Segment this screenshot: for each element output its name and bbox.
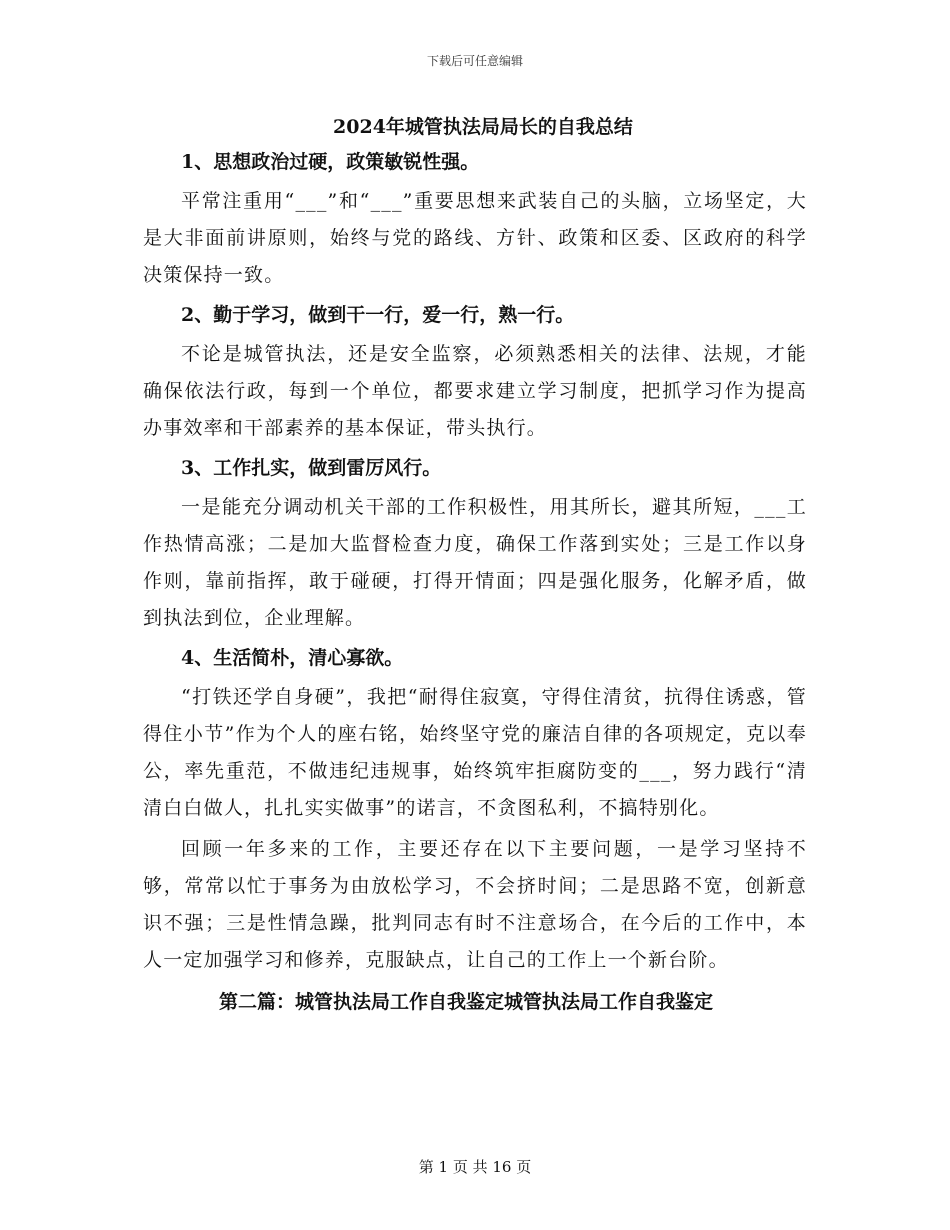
section-paragraph: “打铁还学自身硬”，我把“耐得住寂寞，守得住清贫，抗得住诱惑，管得住小节”作为个人的座右铭，始终坚守党的廉洁自律的各项规定，克以奉公，率先重范，不做违纪违规事，始终筑牢拒腐防变的___，努力践行“清清白白做人，扎扎实实做事”的诺言，不贪图私利，不搞特别化。: [143, 686, 807, 819]
section-paragraph: 平常注重用“___”和“___”重要思想来武装自己的头脑，立场坚定，大是大非面前讲原则，始终与党的路线、方针、政策和区委、区政府的科学决策保持一致。: [143, 190, 807, 286]
document-body: [143, 112, 807, 1019]
page-header-note: 下载后可任意编辑: [426, 54, 523, 68]
section-3: [143, 451, 807, 637]
section-4: [143, 641, 807, 827]
section-heading: 2、勤于学习，做到干一行，爱一行，熟一行。: [181, 304, 575, 326]
section-heading: 1、思想政治过硬，政策敏锐性强。: [181, 151, 480, 173]
section-2: [143, 298, 807, 447]
section-paragraph: 一是能充分调动机关干部的工作积极性，用其所长，避其所短，___工作热情高涨；二是加大监督检查力度，确保工作落到实处；三是工作以身作则，靠前指挥，敢于碰硬，打得开情面；四是强化服务，化解矛盾，做到执法到位，企业理解。: [143, 496, 807, 629]
document-title: 2024年城管执法局局长的自我总结: [333, 116, 633, 138]
section-paragraph: 不论是城管执法，还是安全监察，必须熟悉相关的法律、法规，才能确保依法行政，每到一个单位，都要求建立学习制度，把抓学习作为提高办事效率和干部素养的基本保证，带头执行。: [143, 343, 807, 439]
section-1: [143, 145, 807, 294]
next-section-title: 第二篇：城管执法局工作自我鉴定城管执法局工作自我鉴定: [219, 991, 714, 1013]
page-number: 第 1 页 共 16 页: [418, 1158, 532, 1176]
section-heading: 3、工作扎实，做到雷厉风行。: [181, 457, 442, 479]
closing-paragraph: 回顾一年多来的工作，主要还存在以下主要问题，一是学习坚持不够，常常以忙于事务为由放松学习，不会挤时间；二是思路不宽，创新意识不强；三是性情急躁，批判同志有时不注意场合，在今后的工作中，本人一定加强学习和修养，克服缺点，让自己的工作上一个新台阶。: [143, 838, 807, 971]
section-heading: 4、生活简朴，清心寡欲。: [181, 647, 404, 669]
